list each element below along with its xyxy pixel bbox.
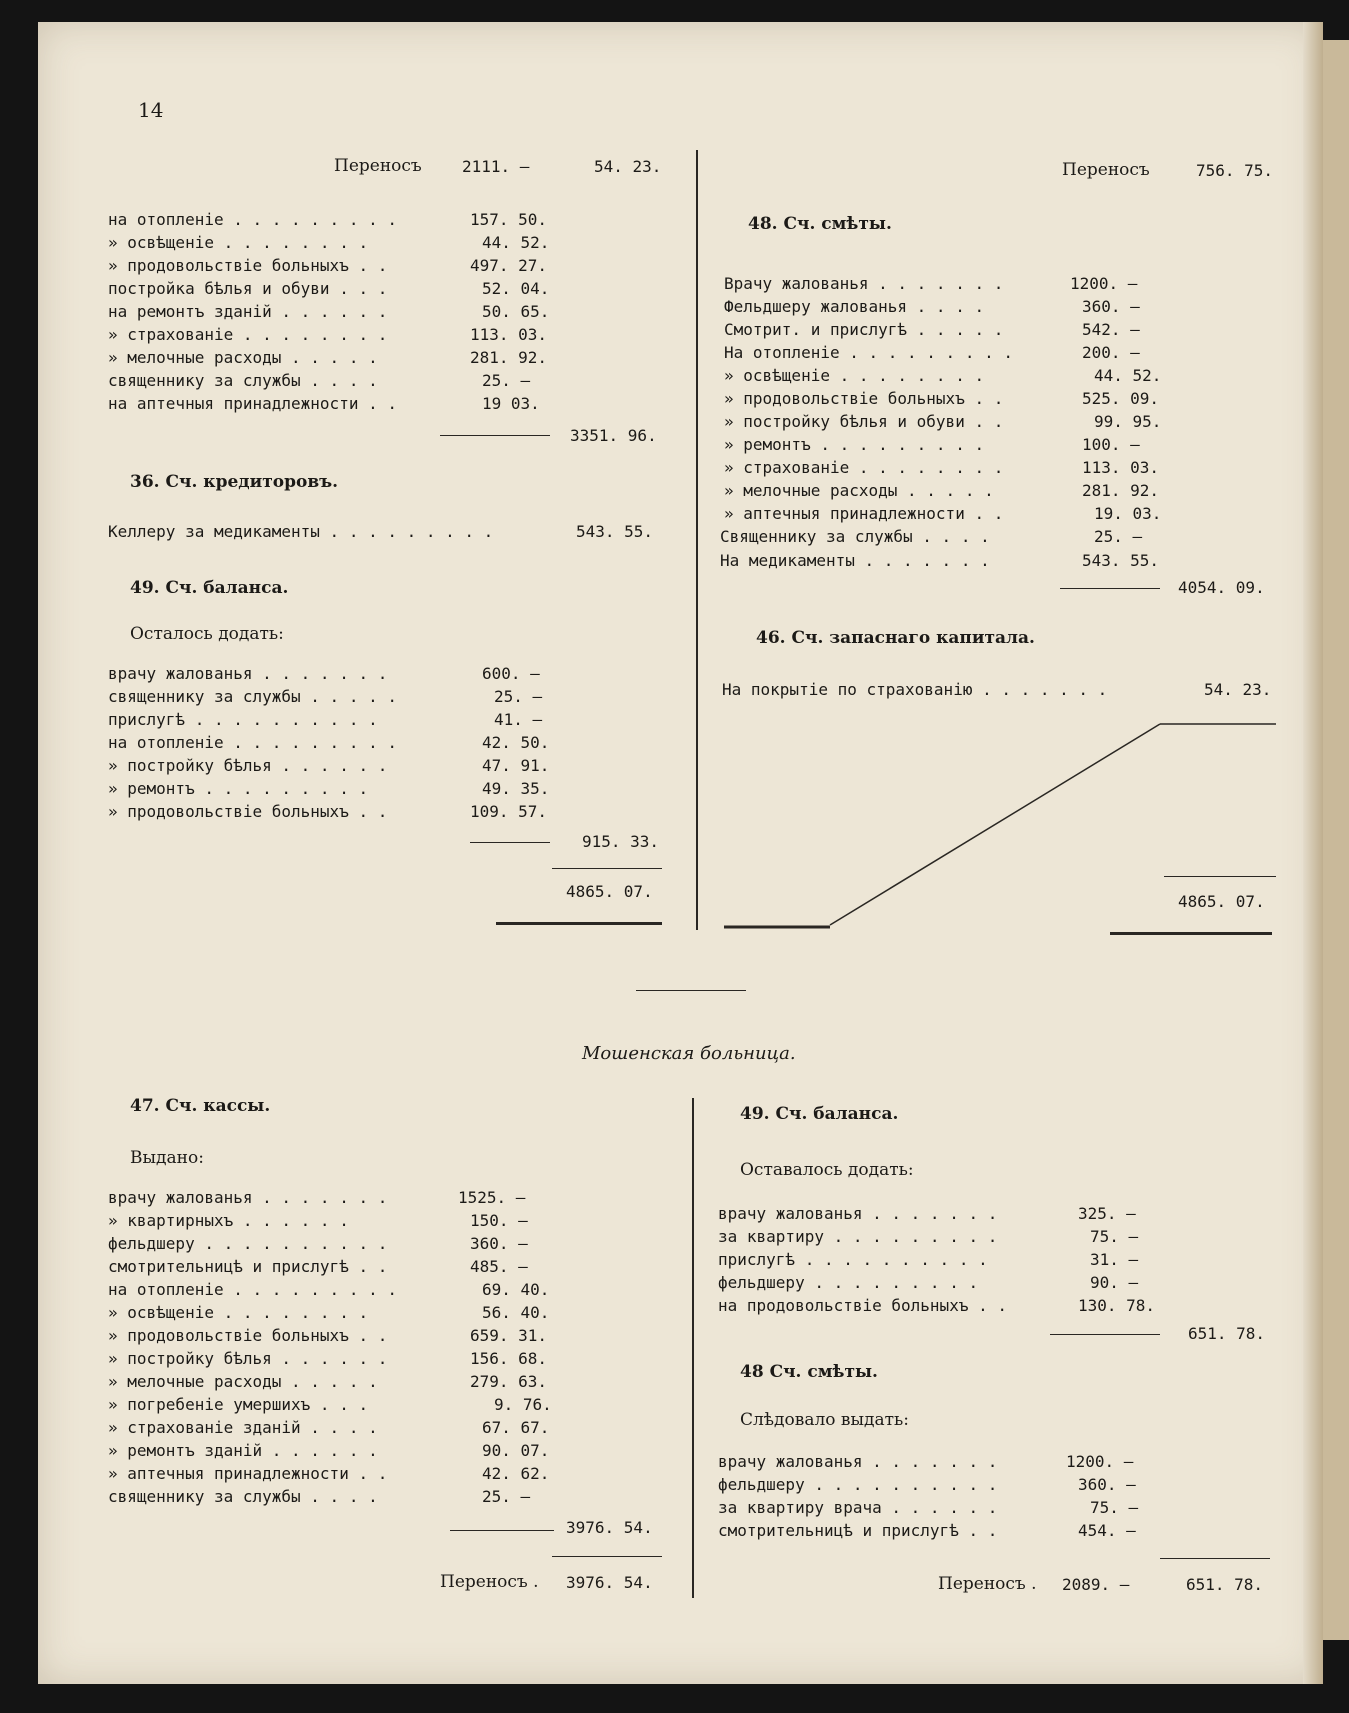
balance2-label-4: на продовольствіе больныхъ . .: [718, 1296, 1007, 1315]
smeta2-carry-value-b: 651. 78.: [1186, 1575, 1264, 1594]
smeta-value-12: 543. 55.: [1082, 551, 1160, 570]
smeta-label-8: » страхованіе . . . . . . . .: [724, 458, 1004, 477]
smeta-label-5: » продовольствіе больныхъ . .: [724, 389, 1004, 408]
balance2-label-1: за квартиру . . . . . . . . .: [718, 1227, 998, 1246]
smeta2-carry-rule: [1160, 1558, 1270, 1559]
left-upper-label-6: » мелочные расходы . . . . .: [108, 348, 378, 367]
kassa-value-8: 279. 63.: [470, 1372, 548, 1391]
smeta2-value-2: 75. —: [1090, 1498, 1139, 1517]
double-rule-left: [496, 922, 662, 925]
kassa-label-4: на отопленіе . . . . . . . . .: [108, 1280, 397, 1299]
balance-value-3: 42. 50.: [482, 733, 550, 752]
kassa-label-0: врачу жалованья . . . . . . .: [108, 1188, 388, 1207]
column-divider-upper: [696, 150, 698, 930]
left-upper-value-4: 50. 65.: [482, 302, 550, 321]
smeta-label-11: Священнику за службы . . . .: [720, 527, 990, 546]
carry-label-right: Переносъ: [1062, 160, 1150, 180]
kassa-label-10: » страхованіе зданій . . . .: [108, 1418, 378, 1437]
balance2-value-2: 31. —: [1090, 1250, 1139, 1269]
section-divider: [636, 990, 746, 991]
smeta-label-6: » постройку бѣлья и обуви . .: [724, 412, 1004, 431]
smeta2-value-0: 1200. —: [1066, 1452, 1134, 1471]
smeta-total: 4054. 09.: [1178, 578, 1265, 597]
balance2-value-3: 90. —: [1090, 1273, 1139, 1292]
balance-total: 915. 33.: [582, 832, 660, 851]
smeta-label-7: » ремонтъ . . . . . . . . .: [724, 435, 985, 454]
kassa-label-2: фельдшеру . . . . . . . . . .: [108, 1234, 388, 1253]
balance2-label-2: прислугѣ . . . . . . . . . .: [718, 1250, 988, 1269]
grand-rule-right: [1164, 876, 1276, 877]
left-upper-value-8: 19 03.: [482, 394, 540, 413]
smeta2-value-1: 360. —: [1078, 1475, 1136, 1494]
balance-label-5: » ремонтъ . . . . . . . . .: [108, 779, 369, 798]
balance2-value-1: 75. —: [1090, 1227, 1139, 1246]
left-upper-label-2: » продовольствіе больныхъ . .: [108, 256, 388, 275]
creditors-value: 543. 55.: [576, 522, 654, 541]
smeta-value-0: 1200. —: [1070, 274, 1138, 293]
kassa-value-12: 42. 62.: [482, 1464, 550, 1483]
double-rule-right: [1110, 932, 1272, 935]
kassa-value-7: 156. 68.: [470, 1349, 548, 1368]
carry-label-left: Переносъ: [334, 156, 422, 176]
grand-rule-left: [552, 868, 662, 869]
smeta-rule: [1060, 588, 1160, 589]
kassa-value-1: 150. —: [470, 1211, 528, 1230]
left-upper-value-2: 497. 27.: [470, 256, 548, 275]
smeta-value-8: 113. 03.: [1082, 458, 1160, 477]
page-edge: [1303, 22, 1323, 1684]
smeta2-title: 48 Сч. смѣты.: [740, 1362, 878, 1382]
balance-subtitle: Осталось додать:: [130, 624, 284, 644]
reserve-title: 46. Сч. запаснаго капитала.: [756, 628, 1035, 648]
smeta-value-11: 25. —: [1094, 527, 1143, 546]
left-upper-label-7: священнику за службы . . . .: [108, 371, 378, 390]
smeta-label-2: Смотрит. и прислугѣ . . . . .: [724, 320, 1004, 339]
balance2-total: 651. 78.: [1188, 1324, 1266, 1343]
reserve-value: 54. 23.: [1204, 680, 1272, 699]
smeta2-label-2: за квартиру врача . . . . . .: [718, 1498, 998, 1517]
balance-label-3: на отопленіе . . . . . . . . .: [108, 733, 397, 752]
balance2-value-0: 325. —: [1078, 1204, 1136, 1223]
balance-label-1: священнику за службы . . . . .: [108, 687, 397, 706]
kassa-value-11: 90. 07.: [482, 1441, 550, 1460]
left-upper-label-4: на ремонтъ зданій . . . . . .: [108, 302, 388, 321]
section-title: Мошенская больница.: [582, 1043, 796, 1064]
kassa-label-8: » мелочные расходы . . . . .: [108, 1372, 378, 1391]
left-grand-total: 4865. 07.: [566, 882, 653, 901]
creditors-title: 36. Сч. кредиторовъ.: [130, 472, 339, 492]
smeta-value-9: 281. 92.: [1082, 481, 1160, 500]
balance-label-2: прислугѣ . . . . . . . . . .: [108, 710, 378, 729]
balance-label-4: » постройку бѣлья . . . . . .: [108, 756, 388, 775]
balance2-subtitle: Оставалось додать:: [740, 1160, 914, 1180]
left-upper-label-1: » освѣщеніе . . . . . . . .: [108, 233, 369, 252]
subtotal-rule: [440, 435, 550, 436]
left-upper-value-1: 44. 52.: [482, 233, 550, 252]
kassa-label-5: » освѣщеніе . . . . . . . .: [108, 1303, 369, 1322]
kassa-carry-value: 3976. 54.: [566, 1573, 653, 1592]
kassa-value-2: 360. —: [470, 1234, 528, 1253]
left-upper-value-3: 52. 04.: [482, 279, 550, 298]
kassa-value-10: 67. 67.: [482, 1418, 550, 1437]
left-upper-value-6: 281. 92.: [470, 348, 548, 367]
balance-value-6: 109. 57.: [470, 802, 548, 821]
smeta-value-5: 525. 09.: [1082, 389, 1160, 408]
smeta-label-3: На отопленіе . . . . . . . . .: [724, 343, 1013, 362]
left-upper-total: 3351. 96.: [570, 426, 657, 445]
kassa-label-3: смотрительницѣ и прислугѣ . .: [108, 1257, 388, 1276]
smeta-value-10: 19. 03.: [1094, 504, 1162, 523]
left-upper-value-0: 157. 50.: [470, 210, 548, 229]
balance-value-5: 49. 35.: [482, 779, 550, 798]
carry-value-left-b: 54. 23.: [594, 157, 662, 176]
smeta-value-7: 100. —: [1082, 435, 1140, 454]
smeta-label-4: » освѣщеніе . . . . . . . .: [724, 366, 985, 385]
left-upper-value-7: 25. —: [482, 371, 531, 390]
kassa-value-4: 69. 40.: [482, 1280, 550, 1299]
smeta-value-3: 200. —: [1082, 343, 1140, 362]
next-page-strip: [1323, 40, 1349, 1640]
smeta2-carry-value-a: 2089. —: [1062, 1575, 1130, 1594]
column-divider-lower: [692, 1098, 694, 1598]
kassa-value-3: 485. —: [470, 1257, 528, 1276]
balance2-label-3: фельдшеру . . . . . . . . .: [718, 1273, 979, 1292]
kassa-rule: [450, 1530, 554, 1531]
right-grand-total: 4865. 07.: [1178, 892, 1265, 911]
balance-value-0: 600. —: [482, 664, 540, 683]
kassa-label-7: » постройку бѣлья . . . . . .: [108, 1349, 388, 1368]
smeta2-label-3: смотрительницѣ и прислугѣ . .: [718, 1521, 998, 1540]
kassa-label-13: священнику за службы . . . .: [108, 1487, 378, 1506]
left-upper-label-8: на аптечныя принадлежности . .: [108, 394, 397, 413]
kassa-value-13: 25. —: [482, 1487, 531, 1506]
balance2-rule: [1050, 1334, 1160, 1335]
reserve-label: На покрытіе по страхованію . . . . . . .: [722, 680, 1108, 699]
balance-label-0: врачу жалованья . . . . . . .: [108, 664, 388, 683]
carry-value-right: 756. 75.: [1196, 161, 1274, 180]
kassa-value-0: 1525. —: [458, 1188, 526, 1207]
smeta-value-6: 99. 95.: [1094, 412, 1162, 431]
carry-value-left-a: 2111. —: [462, 157, 530, 176]
kassa-label-9: » погребеніе умершихъ . . .: [108, 1395, 369, 1414]
left-upper-value-5: 113. 03.: [470, 325, 548, 344]
creditors-label: Келлеру за медикаменты . . . . . . . . .: [108, 522, 494, 541]
left-upper-label-3: постройка бѣлья и обуви . . .: [108, 279, 388, 298]
smeta2-subtitle: Слѣдовало выдать:: [740, 1410, 909, 1430]
balance-value-4: 47. 91.: [482, 756, 550, 775]
kassa-title: 47. Сч. кассы.: [130, 1096, 271, 1116]
kassa-carry-rule: [552, 1556, 662, 1557]
smeta2-label-1: фельдшеру . . . . . . . . . .: [718, 1475, 998, 1494]
smeta-label-10: » аптечныя принадлежности . .: [724, 504, 1004, 523]
kassa-label-1: » квартирныхъ . . . . . .: [108, 1211, 349, 1230]
kassa-label-6: » продовольствіе больныхъ . .: [108, 1326, 388, 1345]
smeta2-value-3: 454. —: [1078, 1521, 1136, 1540]
smeta-label-1: Фельдшеру жалованья . . . .: [724, 297, 985, 316]
balance2-title: 49. Сч. баланса.: [740, 1104, 899, 1124]
kassa-value-9: 9. 76.: [494, 1395, 552, 1414]
smeta2-label-0: врачу жалованья . . . . . . .: [718, 1452, 998, 1471]
smeta-label-9: » мелочные расходы . . . . .: [724, 481, 994, 500]
balance-title: 49. Сч. баланса.: [130, 578, 289, 598]
smeta-value-4: 44. 52.: [1094, 366, 1162, 385]
smeta-value-2: 542. —: [1082, 320, 1140, 339]
balance2-label-0: врачу жалованья . . . . . . .: [718, 1204, 998, 1223]
smeta-label-12: На медикаменты . . . . . . .: [720, 551, 990, 570]
kassa-total: 3976. 54.: [566, 1518, 653, 1537]
kassa-subtitle: Выдано:: [130, 1148, 204, 1168]
kassa-label-11: » ремонтъ зданій . . . . . .: [108, 1441, 378, 1460]
smeta-title: 48. Сч. смѣты.: [748, 214, 892, 234]
balance-value-1: 25. —: [494, 687, 543, 706]
balance2-value-4: 130. 78.: [1078, 1296, 1156, 1315]
kassa-carry-label: Переносъ .: [440, 1572, 539, 1592]
left-upper-label-5: » страхованіе . . . . . . . .: [108, 325, 388, 344]
kassa-label-12: » аптечныя принадлежности . .: [108, 1464, 388, 1483]
kassa-value-6: 659. 31.: [470, 1326, 548, 1345]
left-upper-label-0: на отопленіе . . . . . . . . .: [108, 210, 397, 229]
smeta-label-0: Врачу жалованья . . . . . . .: [724, 274, 1004, 293]
page-number: 14: [138, 98, 164, 122]
smeta-value-1: 360. —: [1082, 297, 1140, 316]
smeta2-carry-label: Переносъ .: [938, 1574, 1037, 1594]
kassa-value-5: 56. 40.: [482, 1303, 550, 1322]
balance-label-6: » продовольствіе больныхъ . .: [108, 802, 388, 821]
balance-rule: [470, 842, 550, 843]
balance-value-2: 41. —: [494, 710, 543, 729]
